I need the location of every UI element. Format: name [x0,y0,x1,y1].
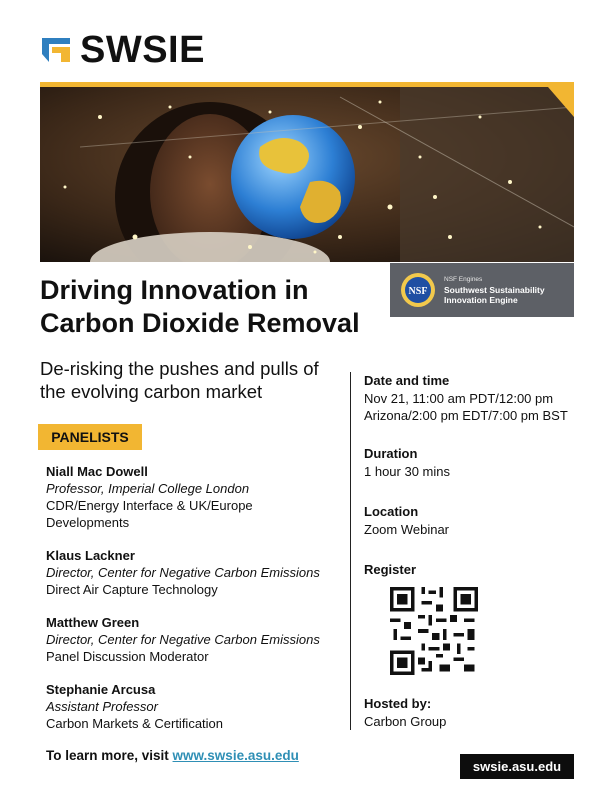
hosted-value: Carbon Group [364,713,447,729]
learn-more-prefix: To learn more, visit [46,748,173,763]
nsf-engine-badge [390,263,574,317]
panelist-entry [46,547,356,598]
duration-value: 1 hour 30 mins [364,463,450,479]
subtitle-line-2: the evolving carbon market [40,381,263,402]
panelist-entry [46,463,356,531]
event-title [40,274,390,340]
url-box: swsie.asu.edu [460,754,574,779]
register-label: Register [364,562,417,577]
panelist-entry [46,681,356,732]
title-line-1: Driving Innovation in [40,275,309,305]
panelist-topic: Carbon Markets & Certification [46,716,224,731]
nsf-seal-icon [400,272,436,308]
hosted-label: Hosted by: [364,696,432,711]
panelist-role: Assistant Professor [46,699,158,714]
register-block [364,561,579,579]
date-time-line-2: Arizona/2:00 pm EDT/7:00 pm BST [364,408,568,423]
panelist-entry [46,614,356,665]
title-line-2: Carbon Dioxide Removal [40,308,360,338]
panelist-name: Matthew Green [46,615,140,630]
panelist-role: Director, Center for Negative Carbon Emissions [46,632,320,647]
logo-text: SWSIE [80,29,205,71]
location-label: Location [364,504,419,519]
panelist-topic: Direct Air Capture Technology [46,582,218,597]
panelist-topic: Panel Discussion Moderator [46,649,209,664]
panelist-name: Stephanie Arcusa [46,682,156,697]
date-time-line-1: Nov 21, 11:00 am PDT/12:00 pm [364,390,554,406]
panelist-role: Director, Center for Negative Carbon Emissions [46,565,320,580]
location-block [364,503,579,538]
column-divider [350,372,351,730]
date-time-block [364,372,579,425]
panelists-label: PANELISTS [38,424,142,450]
date-time-label: Date and time [364,373,450,388]
duration-block [364,445,579,480]
panelist-name: Niall Mac Dowell [46,464,148,479]
swsie-logo [40,30,205,70]
nsf-small-label: NSF Engines [444,276,483,283]
subtitle-line-1: De-risking the pushes and pulls of [40,358,319,379]
svg-text:NSF: NSF [408,286,428,297]
learn-more [46,748,299,763]
hero-image [40,87,574,262]
qr-code-icon[interactable] [390,587,478,675]
panelist-topic: CDR/Energy Interface & UK/Europe [46,498,253,513]
nsf-line2: Innovation Engine [444,295,518,305]
location-value: Zoom Webinar [364,521,450,537]
panelist-name: Klaus Lackner [46,548,135,563]
panelist-role: Professor, Imperial College London [46,481,250,496]
nsf-badge-text [444,275,545,305]
hosted-block [364,695,579,730]
website-link[interactable]: www.swsie.asu.edu [172,748,299,763]
event-subtitle [40,357,350,403]
nsf-line1: Southwest Sustainability [444,285,545,295]
swsie-logo-mark-icon [40,34,72,66]
panelist-topic: Developments [46,515,130,530]
duration-label: Duration [364,446,418,461]
